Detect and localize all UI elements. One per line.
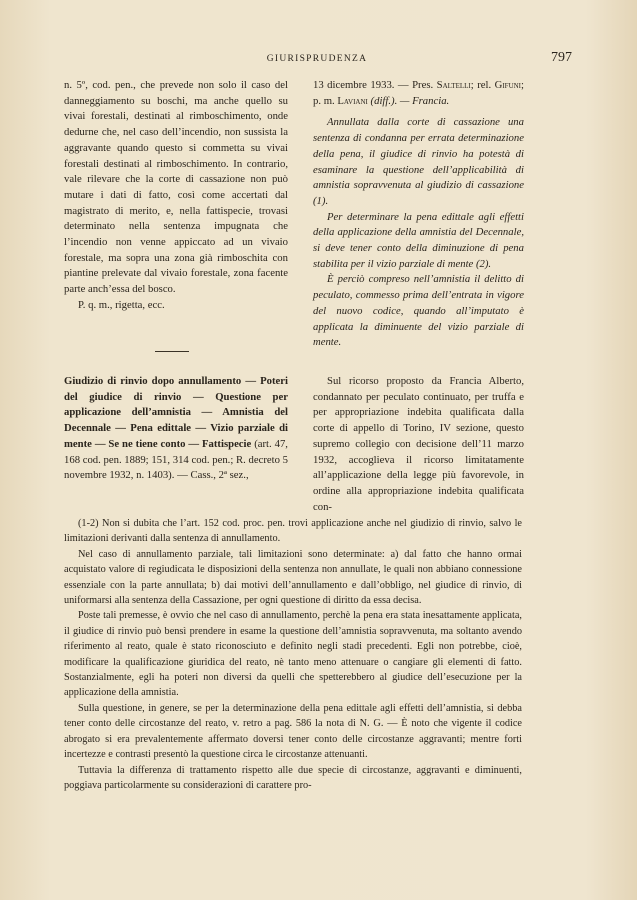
running-title: GIURISPRUDENZA xyxy=(266,54,368,64)
case-keywords: Giudizio di rinvio dopo annullamento — Poteri del giudice di rinvio — Questione per applicazione dell’amnistia — Amnistia del Decennale — Pena edittale — Vizio parziale di mente — Se ne tiene conto — Fattispecie xyxy=(64,375,288,450)
case-heading xyxy=(64,374,288,484)
pm-suffix: (diff.). — xyxy=(367,94,413,107)
decision-dispositive: P. q. m., rigetta, ecc. xyxy=(78,298,165,311)
footnote-paragraph: (1-2) Non si dubita che l’art. 152 cod. proc. pen. trovi applicazione anche nel giudizio di rinvio, salvo le limitazioni derivanti dalla sentenza di annullamento. xyxy=(64,518,522,545)
decision-opening-paragraph: Sul ricorso proposto da Francia Alberto, condannato per peculato continuato, per truffa e per appropriazione indebita qualificata dalla corte di appello di Torino, IV sezione, questo supremo collegio con decisione dell’11 marzo 1932, accoglieva il ricorso limitatamente all’applicazione della legge più favorevole, in ordine alla appropriazione indebita qualificata con- xyxy=(313,375,524,513)
right-column-bottom xyxy=(313,374,524,515)
maxim-3: È perciò compreso nell’amnistia il delitto di peculato, commesso prima dell’entrata in vigore del nuovo codice, quando all’imputato è applicata la diminuente del vizio parziale di mente. xyxy=(313,273,524,349)
footnote-paragraph: Tuttavia la differenza di trattamento rispetto alle due specie di circostanze, aggravanti e diminuenti, poggiava particolarmente su considerazioni di carattere pro- xyxy=(64,764,522,791)
pm-name: Laviani xyxy=(337,94,368,107)
left-column-top xyxy=(64,78,288,314)
page-number: 797 xyxy=(551,50,572,65)
party-name: Francia. xyxy=(412,94,450,107)
pm-prefix: ; p. m. xyxy=(313,79,524,107)
footnote-paragraph: Sulla questione, in genere, se per la determinazione della pena edittale agli effetti dell’amnistia, si debba tener conto delle circostanze del reato, v. retro a pag. 586 la nota di N. G. — È noto che vigente il codice abrogato si era prevalentemente affermato doversi tener conto delle circostanze aggravanti; mentre forti incertezze e contrasti presentò la questione circa le circostanze attenuanti. xyxy=(64,702,522,761)
case-legal-citation: (art. 47, 168 cod. pen. 1889; 151, 314 cod. pen.; R. decreto 5 novembre 1932, n. 1403). — Cass., 2ª sez., xyxy=(64,437,288,482)
maxim-2: Per determinare la pena edittale agli effetti della applicazione della amnistia del Decennale, si deve tener conto della diminuzione di pena stabilita per il vizio parziale di mente (2). xyxy=(313,210,524,270)
rel-prefix: ; rel. xyxy=(470,79,495,91)
rapporteur-name: Gifuni xyxy=(494,79,522,91)
footnotes xyxy=(64,516,522,793)
page-header xyxy=(62,50,572,70)
president-name: Saltelli xyxy=(436,79,471,91)
right-column-top xyxy=(313,78,524,351)
section-divider xyxy=(155,351,189,352)
footnote-paragraph: Poste tali premesse, è ovvio che nel caso di annullamento, perchè la pena era stata inesattamente applicata, il giudice di rinvio può bensì prendere in esame la questione dell’amnistia sopravvenuta, ma soltanto avendo riferimento al reato, quale è stato riconosciuto e definito negli stadi precedenti. Egli non potrebbe, cioè, modificare la qualificazione giuridica del reato, nè tanto meno attenuare o cangiare gli elementi di fatto. Sostanzialmente, egli ha poteri non diversi da quelli che spetterebbero al giudice dell’esecuzione per la applicazione della amnistia. xyxy=(64,610,522,699)
decision-end-paragraph: n. 5º, cod. pen., che prevede non solo il caso del danneggiamento su boschi, ma anche quello su vivai forestali, destinati al rimboschimento, onde dedurne che, nel caso dell’incendio, non sussista la aggravante quando questo si commetta su vivai forestali destinati al rimboschimento. In contrario, vale rilevare che la corte di cassazione non può mutare i dati di fatto, così come accertati dal magistrato di merito, e, nella fattispecie, trovasi determinato nella sentenza impugnata che l’incendio non venne appiccato ad un vivaio forestale, ma sopra una zona già rimboschita con piantine prelevate dal vivaio forestale, zona facente parte anch’essa del bosco. xyxy=(64,79,288,296)
left-column-bottom xyxy=(64,374,288,484)
maxim-1: Annullata dalla corte di cassazione una sentenza di condanna per errata determinazione della pena, il giudice di rinvio ha potestà di esaminare la questione dell’applicabilità di amnistia sopravvenuta al giudizio di cassazione (1). xyxy=(313,116,524,207)
citation-date: 13 dicembre 1933. — Pres. xyxy=(313,79,437,91)
case-citation-line xyxy=(313,78,524,109)
footnote-paragraph: Nel caso di annullamento parziale, tali limitazioni sono determinate: a) dal fatto che hanno ormai acquistato valore di regiudicata le disposizioni della sentenza non annullate, le quali non abbiano connessione essenziale con la parte annullata; b) dai motivi dell’annullamento e dall’obbligo, nel giudice di rinvio, di uniformarsi alla sentenza della Cassazione, per ogni questione di diritto da essa decisa. xyxy=(64,548,522,607)
